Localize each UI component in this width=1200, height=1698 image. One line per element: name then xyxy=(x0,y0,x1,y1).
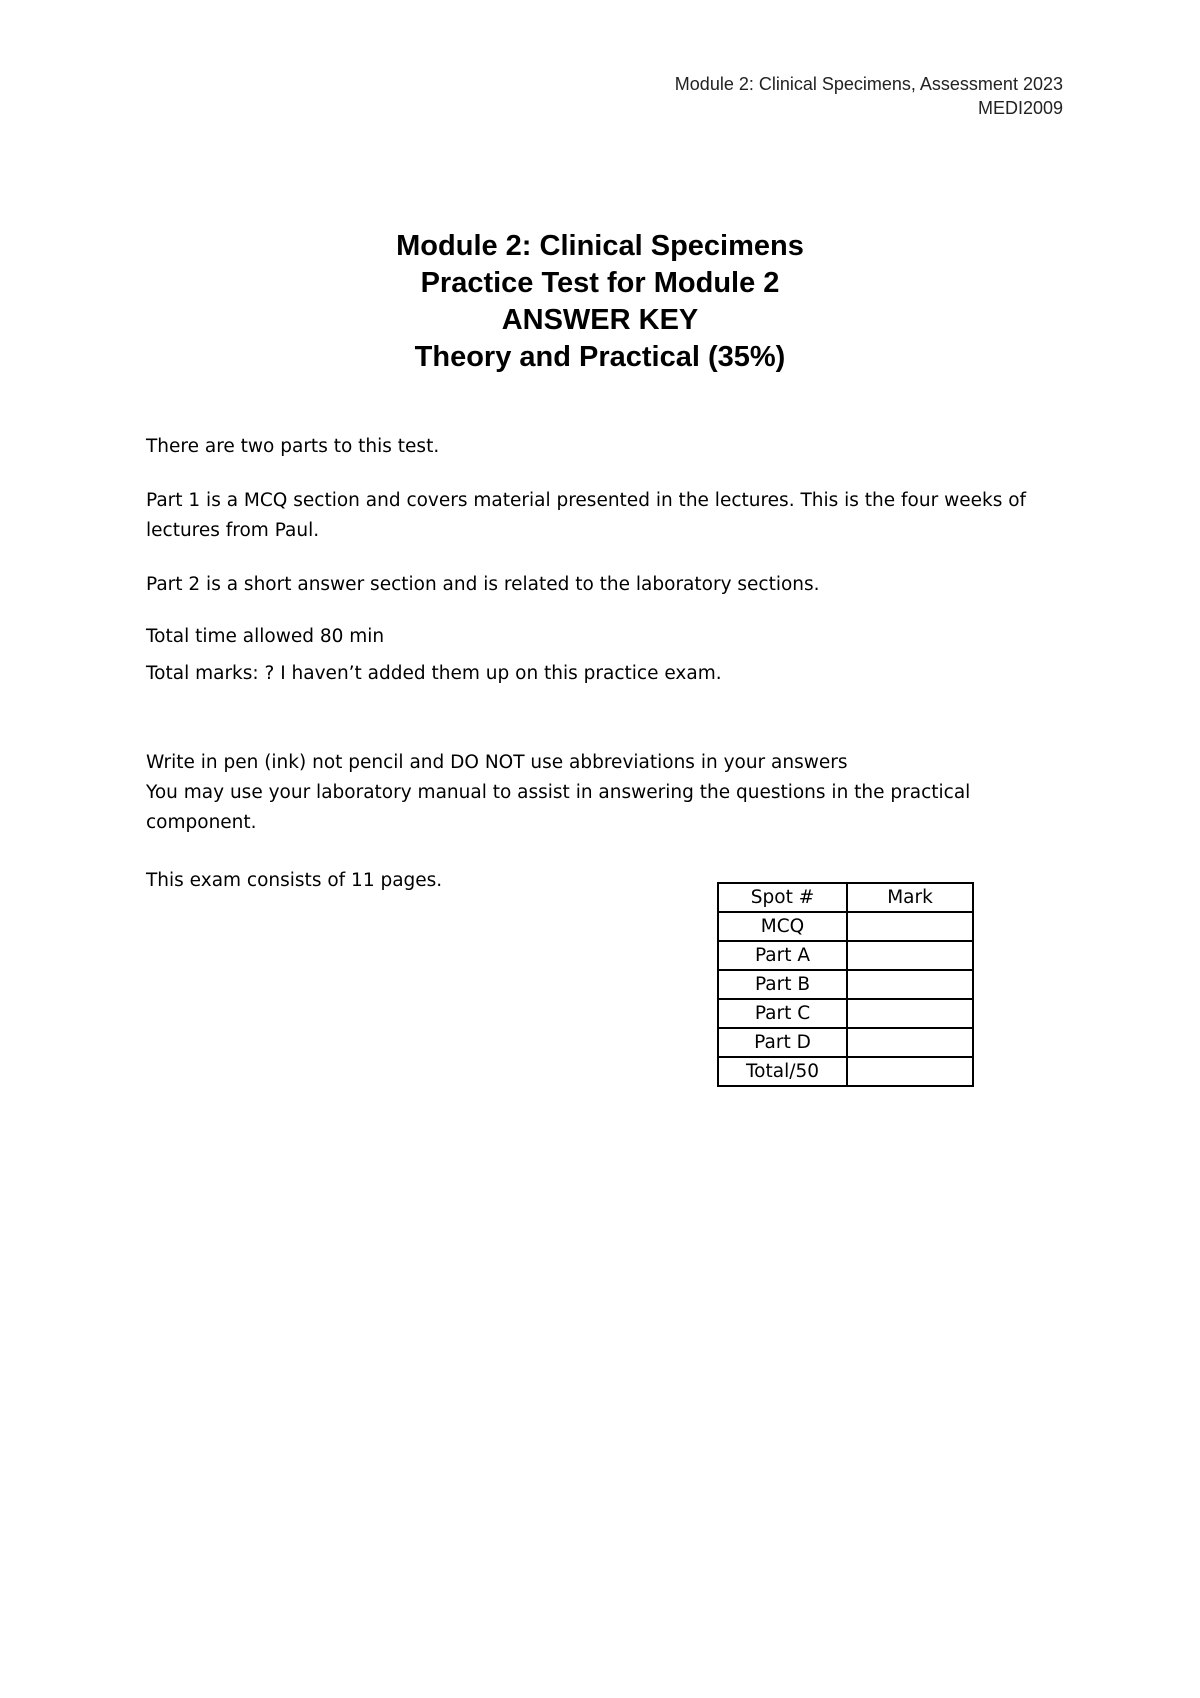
page-count-line: This exam consists of 11 pages. xyxy=(146,870,443,891)
table-row xyxy=(718,970,973,999)
header-course-code: MEDI2009 xyxy=(977,98,1063,118)
row-label: Part A xyxy=(718,941,847,970)
pen-instruction-line: Write in pen (ink) not pencil and DO NOT use abbreviations in your answers xyxy=(146,752,848,773)
mark-cell[interactable] xyxy=(847,912,973,941)
intro-paragraph: There are two parts to this test. xyxy=(146,436,440,457)
part1-paragraph: Part 1 is a MCQ section and covers material presented in the lectures. This is the four weeks of lectures from Paul. xyxy=(146,490,1027,541)
mark-cell[interactable] xyxy=(847,1028,973,1057)
total-marks-line: Total marks: ? I haven’t added them up on this practice exam. xyxy=(146,663,722,684)
table-row xyxy=(718,999,973,1028)
title-module: Module 2: Clinical Specimens xyxy=(396,230,804,262)
title-theory-practical: Theory and Practical (35%) xyxy=(414,341,786,373)
header-course-line: Module 2: Clinical Specimens, Assessment 2023 xyxy=(674,74,1063,94)
title-block xyxy=(0,228,1200,376)
mark-cell[interactable] xyxy=(847,999,973,1028)
mark-cell[interactable] xyxy=(847,1057,973,1086)
table-row xyxy=(718,1028,973,1057)
mark-cell[interactable] xyxy=(847,941,973,970)
table-row xyxy=(718,912,973,941)
table-row xyxy=(718,941,973,970)
row-label: Total/50 xyxy=(718,1057,847,1086)
page-header xyxy=(675,72,1063,120)
marks-table xyxy=(717,882,974,1087)
mark-cell[interactable] xyxy=(847,970,973,999)
manual-instruction-paragraph: You may use your laboratory manual to assist in answering the questions in the practical component. xyxy=(146,782,971,833)
row-label: Part C xyxy=(718,999,847,1028)
header-spot: Spot # xyxy=(718,883,847,912)
table-row xyxy=(718,1057,973,1086)
row-label: Part B xyxy=(718,970,847,999)
title-practice-test: Practice Test for Module 2 xyxy=(420,267,780,299)
title-answer-key: ANSWER KEY xyxy=(501,304,699,336)
row-label: MCQ xyxy=(718,912,847,941)
time-allowed-line: Total time allowed 80 min xyxy=(146,626,385,647)
part2-paragraph: Part 2 is a short answer section and is related to the laboratory sections. xyxy=(146,574,820,595)
row-label: Part D xyxy=(718,1028,847,1057)
header-mark: Mark xyxy=(847,883,973,912)
marks-table-header-row xyxy=(718,883,973,912)
